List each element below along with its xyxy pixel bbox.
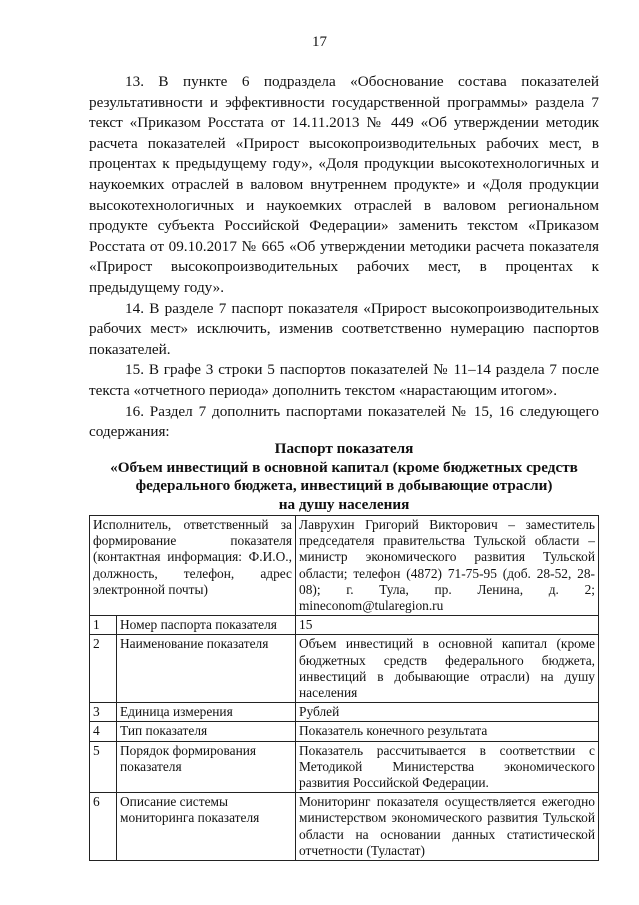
executor-value: Лаврухин Григорий Викторович – заместитель председателя правительства Тульской области – министр экономического развития Тульской области; телефон (4872) 71-75-95 (доб. 28-52, 28-08); г. Тула, пр. Ленина, д. 2; mineconom@tularegion.ru: [296, 516, 599, 616]
table-row: [90, 741, 599, 793]
row-value: Показатель конечного результата: [296, 722, 599, 741]
row-number: 4: [90, 722, 117, 741]
passport-title-line: на душу населения: [278, 495, 410, 513]
table-row: [90, 793, 599, 861]
paragraph-13: 13. В пункте 6 подраздела «Обоснование состава показателей результативности и эффективности государственной программы» раздела 7 текст «Приказом Росстата от 14.11.2013 № 449 «Об утверждении методик расчета показателей «Прирост высокопроизводительных рабочих мест, в процентах к предыдущему году», «Доля продукции высокотехнологичных и наукоемких отраслей в валовом внутреннем продукте» и «Доля продукции высокотехнологичных и наукоемких отраслей в валовом региональном продукте субъекта Российской Федерации» заменить текстом «Приказом Росстата от 09.10.2017 № 665 «Об утверждении методики расчета показателя «Прирост высокопроизводительных рабочих мест, в процентах к предыдущему году».: [89, 73, 599, 296]
row-label: Порядок формирования показателя: [117, 741, 296, 793]
row-value: 15: [296, 616, 599, 635]
paragraph-16: 16. Раздел 7 дополнить паспортами показателей № 15, 16 следующего содержания:: [89, 402, 599, 441]
passport-title-line: «Объем инвестиций в основной капитал (кроме бюджетных средств: [110, 458, 578, 476]
row-number: 3: [90, 703, 117, 722]
paragraph-14: 14. В разделе 7 паспорт показателя «Прирост высокопроизводительных рабочих мест» исключить, изменив соответственно нумерацию паспортов показателей.: [89, 299, 599, 358]
row-value: Рублей: [296, 703, 599, 722]
row-number: 2: [90, 635, 117, 703]
page-number: 17: [312, 34, 327, 50]
table-row: [90, 703, 599, 722]
row-value: Мониторинг показателя осуществляется ежегодно министерством экономического развития Тульской области на основании данных статистической отчетности (Туластат): [296, 793, 599, 861]
document-body: [89, 72, 599, 443]
row-label: Единица измерения: [117, 703, 296, 722]
row-value: Показатель рассчитывается в соответствии с Методикой Министерства экономического развития Российской Федерации.: [296, 741, 599, 793]
executor-label: Исполнитель, ответственный за формирование показателя (контактная информация: Ф.И.О., должность, телефон, адрес электронной почты): [90, 516, 296, 616]
passport-table: [89, 515, 599, 861]
table-row: [90, 616, 599, 635]
table-row: [90, 516, 599, 616]
row-label: Описание системы мониторинга показателя: [117, 793, 296, 861]
row-number: 5: [90, 741, 117, 793]
row-label: Тип показателя: [117, 722, 296, 741]
paragraph-15: 15. В графе 3 строки 5 паспортов показателей № 11–14 раздела 7 после текста «отчетного периода» дополнить текстом «нарастающим итогом».: [89, 361, 599, 399]
row-label: Номер паспорта показателя: [117, 616, 296, 635]
passport-title: [89, 440, 599, 514]
row-number: 6: [90, 793, 117, 861]
row-label: Наименование показателя: [117, 635, 296, 703]
table-row: [90, 635, 599, 703]
row-number: 1: [90, 616, 117, 635]
table-row: [90, 722, 599, 741]
row-value: Объем инвестиций в основной капитал (кроме бюджетных средств федерального бюджета, инвестиций в добывающие отрасли) на душу населения: [296, 635, 599, 703]
passport-title-line: Паспорт показателя: [274, 440, 414, 457]
passport-title-line: федерального бюджета, инвестиций в добывающие отрасли): [135, 477, 553, 494]
